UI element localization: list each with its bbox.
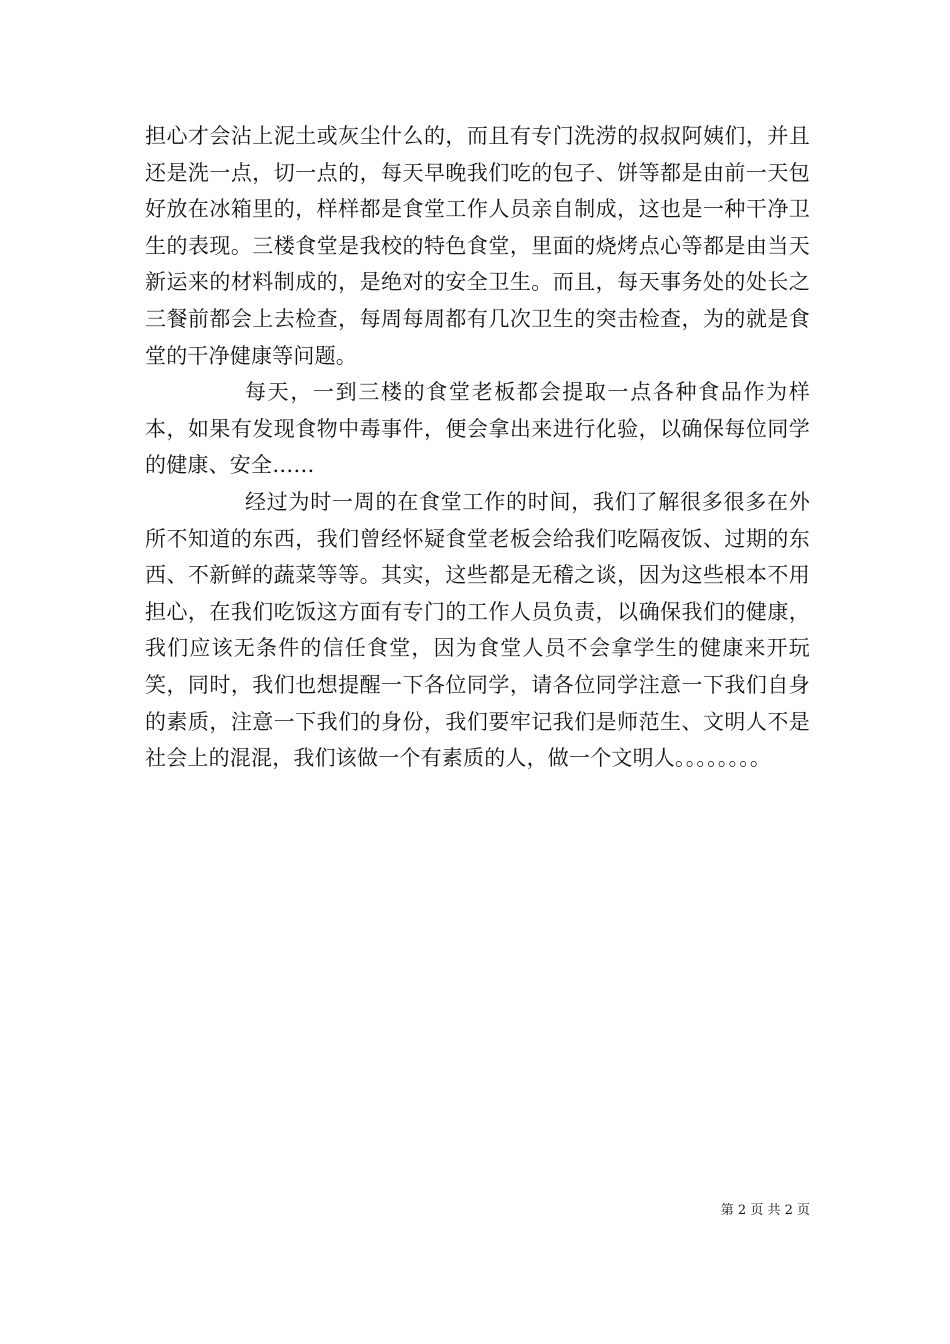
paragraph-1: 担心才会沾上泥土或灰尘什么的，而且有专门洗涝的叔叔阿姨们，并且还是洗一点，切一点的，每天早晚我们吃的包子、饼等都是由前一天包好放在冰箱里的，样样都是食堂工作人员亲自制成，这也是一种干净卫生的表现。三楼食堂是我校的特色食堂，里面的烧烤点心等都是由当天新运来的材料制成的，是绝对的安全卫生。而且，每天事务处的处长之三餐前都会上去检查，每周每周都有几次卫生的突击检查，为的就是食堂的干净健康等问题。: [145, 124, 810, 368]
page-number: 第 2 页 共 2 页: [720, 1203, 810, 1218]
document-body: [145, 118, 810, 777]
paragraph-2: 每天，一到三楼的食堂老板都会提取一点各种食品作为样本，如果有发现食物中毒事件，便会拿出来进行化验，以确保每位同学的健康、安全……: [145, 380, 810, 478]
paragraph-3: 经过为时一周的在食堂工作的时间，我们了解很多很多在外所不知道的东西，我们曾经怀疑食堂老板会给我们吃隔夜饭、过期的东西、不新鲜的蔬菜等等。其实，这些都是无稽之谈，因为这些根本不用担心，在我们吃饭这方面有专门的工作人员负责，以确保我们的健康，我们应该无条件的信任食堂，因为食堂人员不会拿学生的健康来开玩笑，同时，我们也想提醒一下各位同学，请各位同学注意一下我们自身的素质，注意一下我们的身份，我们要牢记我们是师范生、文明人不是社会上的混混，我们该做一个有素质的人，做一个文明人。。。。。。。。: [145, 489, 810, 771]
